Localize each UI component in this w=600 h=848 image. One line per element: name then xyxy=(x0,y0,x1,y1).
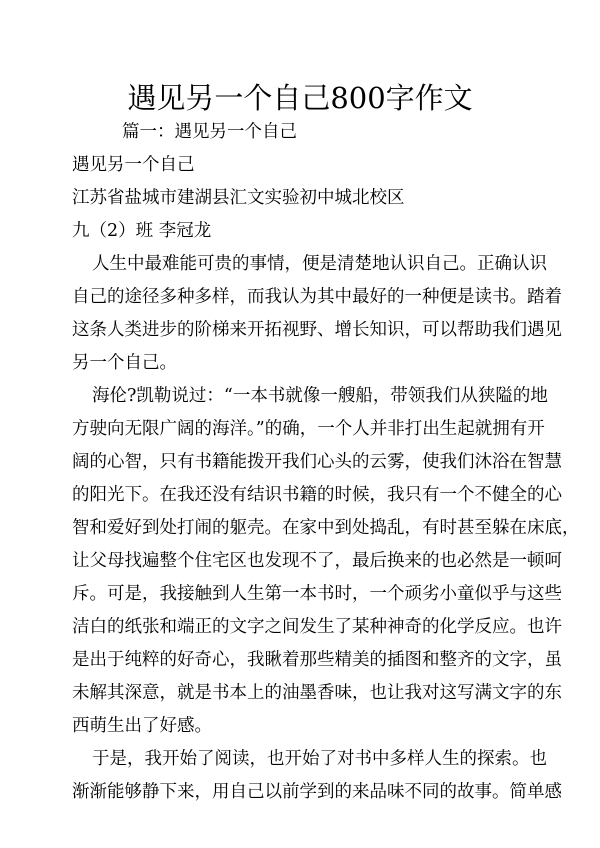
paragraph-2-line: 未解其深意，就是书本上的油墨香味，也让我对这写满文字的东 xyxy=(72,683,562,703)
paragraph-1-line: 这条人类进步的阶梯来开拓视野、增长知识，可以帮助我们遇见 xyxy=(72,320,562,340)
paragraph-3-line: 渐渐能够静下来，用自己以前学到的来品味不同的故事。简单感 xyxy=(72,782,562,802)
paragraph-2-line: 智和爱好到处打闹的躯壳。在家中到处捣乱，有时甚至躲在床底， xyxy=(72,518,580,538)
paragraph-2-line: 是出于纯粹的好奇心，我瞅着那些精美的插图和整齐的文字，虽 xyxy=(72,650,562,670)
school-name: 江苏省盐城市建湖县汇文实验初中城北校区 xyxy=(72,188,405,208)
paragraph-2-line: 方驶向无限广阔的海洋。”的确，一个人并非打出生起就拥有开 xyxy=(72,419,545,439)
paragraph-1-line: 人生中最难能可贵的事情，便是清楚地认识自己。正确认识 xyxy=(92,254,547,274)
section-heading: 篇一：遇见另一个自己 xyxy=(122,122,297,142)
paragraph-1-line: 另一个自己。 xyxy=(72,353,177,373)
paragraph-2-line: 阔的心智，只有书籍能拨开我们心头的云雾，使我们沐浴在智慧 xyxy=(72,452,562,472)
paragraph-2-line: 让父母找遍整个住宅区也发现不了，最后换来的也必然是一顿呵 xyxy=(72,551,562,571)
paragraph-2-line: 洁白的纸张和端正的文字之间发生了某种神奇的化学反应。也许 xyxy=(72,617,562,637)
paragraph-2-line: 斥。可是，我接触到人生第一本书时，一个顽劣小童似乎与这些 xyxy=(72,584,562,604)
paragraph-2-line: 海伦?凯勒说过：“一本书就像一艘船，带领我们从狭隘的地 xyxy=(92,386,548,406)
paragraph-1-line: 自己的途径多种多样，而我认为其中最好的一种便是读书。踏着 xyxy=(72,287,562,307)
class-author: 九（2）班 李冠龙 xyxy=(72,221,212,241)
document-title: 遇见另一个自己800字作文 xyxy=(127,81,473,115)
paragraph-3-line: 于是，我开始了阅读，也开始了对书中多样人生的探索。也 xyxy=(92,749,547,769)
paragraph-2-line: 的阳光下。在我还没有结识书籍的时候，我只有一个不健全的心 xyxy=(72,485,562,505)
paragraph-2-line: 西萌生出了好感。 xyxy=(72,716,212,736)
essay-title: 遇见另一个自己 xyxy=(72,155,195,175)
